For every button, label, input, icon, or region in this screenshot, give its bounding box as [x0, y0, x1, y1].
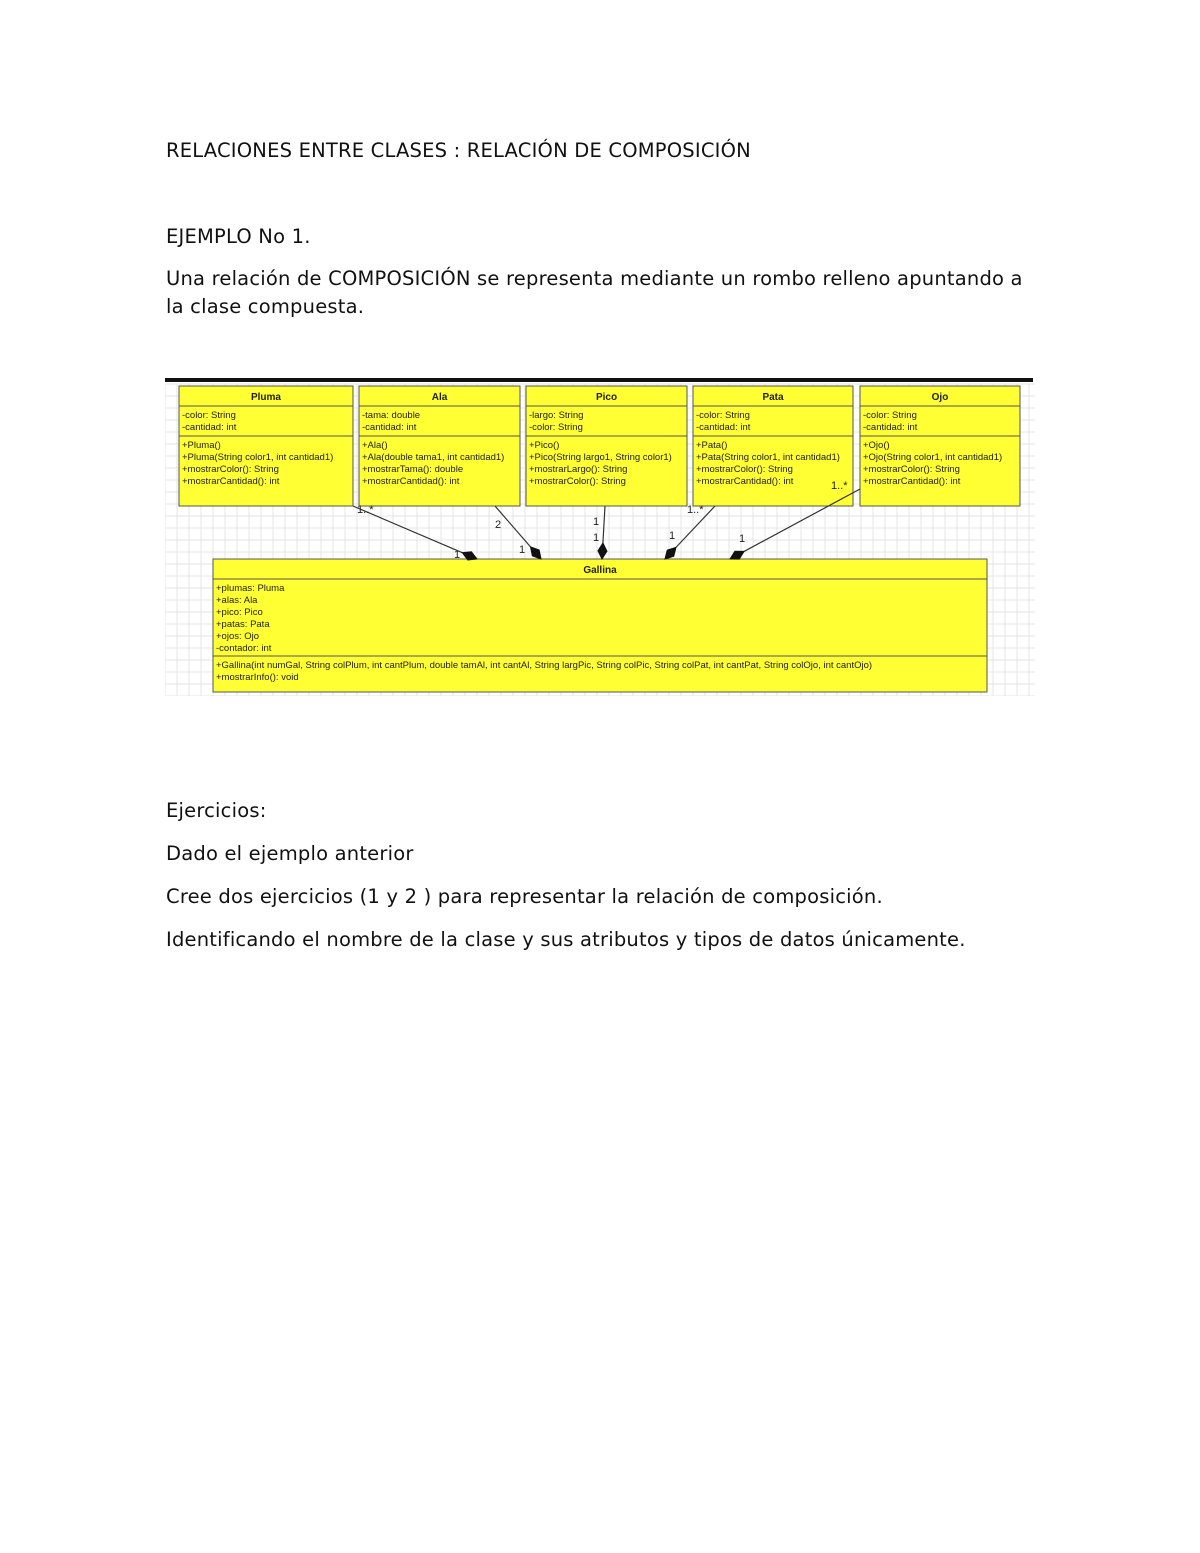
uml-diagram-canvas: [165, 378, 1035, 696]
composition-link: [593, 506, 607, 559]
part-multiplicity: 1..*: [357, 504, 374, 516]
whole-multiplicity: 1: [593, 532, 600, 544]
class-attribute: +ojos: Ojo: [216, 631, 260, 642]
class-attribute: -cantidad: int: [863, 422, 918, 433]
class-method: +mostrarColor(): String: [529, 476, 626, 487]
class-attribute: +plumas: Pluma: [216, 583, 285, 594]
exercise-line: Cree dos ejercicios (1 y 2 ) para representar la relación de composición.: [166, 885, 883, 908]
class-attribute: -cantidad: int: [696, 422, 751, 433]
class-method: +Ojo(): [863, 440, 890, 451]
class-attribute: -color: String: [863, 410, 917, 421]
class-attribute: -tama: double: [362, 410, 421, 421]
class-name: Ojo: [931, 392, 949, 403]
diagram-top-rule: [165, 378, 1033, 382]
class-name: Pluma: [250, 392, 282, 403]
class-method: +mostrarCantidad(): int: [362, 476, 460, 487]
part-multiplicity: 1: [593, 516, 600, 528]
uml-class-pluma: [179, 386, 353, 506]
class-method: +Gallina(int numGal, String colPlum, int cantPlum, double tamAl, int cantAl, String largPic, String colPic, String colPat, int cantPat, String colOjo, int cantOjo): [216, 660, 873, 671]
part-multiplicity: 1..*: [687, 504, 704, 516]
exercise-line: Dado el ejemplo anterior: [166, 842, 414, 865]
class-method: +Ala(double tama1, int cantidad1): [362, 452, 505, 463]
class-method: +mostrarColor(): String: [182, 464, 279, 475]
class-method: +Pata(String color1, int cantidad1): [696, 452, 840, 463]
composition-diamond: [665, 547, 676, 559]
whole-multiplicity: 1: [454, 549, 461, 561]
class-method: +Pico(String largo1, String color1): [529, 452, 672, 463]
class-method: +Ala(): [362, 440, 388, 451]
class-name: Pata: [762, 392, 784, 403]
class-method: +mostrarColor(): String: [696, 464, 793, 475]
uml-class-gallina: [213, 559, 987, 692]
class-attribute: +pico: Pico: [216, 607, 263, 618]
class-method: +Pico(): [529, 440, 560, 451]
class-attribute: -color: String: [696, 410, 750, 421]
example-heading: EJEMPLO No 1.: [166, 225, 311, 248]
class-attribute: -color: String: [529, 422, 583, 433]
part-multiplicity: 2: [495, 519, 502, 531]
uml-class-ala: [359, 386, 520, 506]
uml-class-pico: [526, 386, 687, 506]
exercises-heading: Ejercicios:: [166, 799, 267, 822]
exercise-line: Identificando el nombre de la clase y sus atributos y tipos de datos únicamente.: [166, 928, 966, 951]
class-method: +mostrarCantidad(): int: [696, 476, 794, 487]
class-method: +mostrarCantidad(): int: [182, 476, 280, 487]
whole-multiplicity: 1: [739, 533, 746, 545]
class-method: +mostrarInfo(): void: [216, 672, 299, 683]
class-attribute: -cantidad: int: [362, 422, 417, 433]
class-method: +Pluma(String color1, int cantidad1): [182, 452, 334, 463]
class-attribute: +alas: Ala: [216, 595, 258, 606]
class-attribute: -cantidad: int: [182, 422, 237, 433]
class-method: +mostrarLargo(): String: [529, 464, 628, 475]
composition-diamond: [598, 543, 607, 559]
class-method: +Pluma(): [182, 440, 221, 451]
part-multiplicity: 1..*: [831, 480, 848, 492]
class-method: +mostrarCantidad(): int: [863, 476, 961, 487]
whole-multiplicity: 1: [669, 530, 676, 542]
intro-paragraph: Una relación de COMPOSICIÓN se representa mediante un rombo relleno apuntando a la clase compuesta.: [166, 267, 1023, 318]
composition-link: [495, 506, 541, 559]
document-title: RELACIONES ENTRE CLASES : RELACIÓN DE COMPOSICIÓN: [166, 139, 751, 162]
class-name: Gallina: [583, 565, 617, 576]
uml-diagram: [165, 378, 1035, 696]
whole-multiplicity: 1: [519, 544, 526, 556]
class-attribute: +patas: Pata: [216, 619, 270, 630]
composition-line: [603, 506, 605, 543]
class-attribute: -contador: int: [216, 643, 272, 654]
uml-class-ojo: [860, 386, 1020, 506]
class-attribute: -largo: String: [529, 410, 584, 421]
class-attribute: -color: String: [182, 410, 236, 421]
class-name: Pico: [595, 392, 618, 403]
class-method: +Pata(): [696, 440, 728, 451]
composition-diamond: [531, 547, 541, 559]
class-method: +mostrarColor(): String: [863, 464, 960, 475]
class-name: Ala: [431, 392, 448, 403]
uml-class-pata: [693, 386, 853, 506]
composition-link: [665, 504, 715, 559]
class-method: +Ojo(String color1, int cantidad1): [863, 452, 1003, 463]
class-method: +mostrarTama(): double: [362, 464, 464, 475]
